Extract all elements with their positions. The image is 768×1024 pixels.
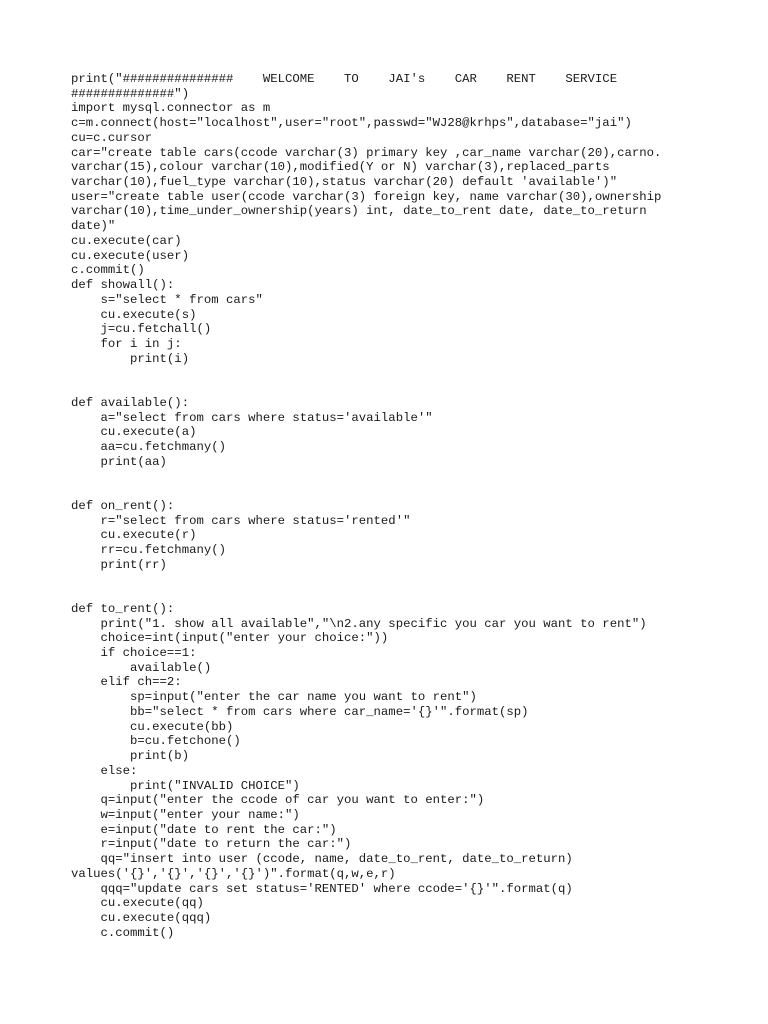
code-line: rr=cu.fetchmany() bbox=[71, 543, 226, 557]
blank-line bbox=[71, 484, 751, 499]
code-line: e=input("date to rent the car:") bbox=[71, 822, 337, 837]
code-line: b=cu.fetchone() bbox=[71, 734, 241, 749]
code-line: cu.execute(user) bbox=[71, 248, 190, 263]
code-line: c.commit() bbox=[71, 925, 175, 940]
code-line: c.commit() bbox=[71, 263, 145, 278]
blank-line bbox=[71, 366, 751, 381]
code-line: for i in j: bbox=[71, 336, 182, 351]
code-line: qqq="update cars set status='RENTED' where ccode='{}'".format(q) bbox=[71, 881, 573, 896]
code-line: bb="select * from cars where car_name='{}'".format(sp) bbox=[71, 704, 529, 719]
code-line: cu.execute(car) bbox=[71, 233, 182, 248]
code-line: print("1. show all available","\n2.any specific you car you want to rent") bbox=[71, 616, 647, 631]
code-line: def to_rent(): bbox=[71, 601, 175, 616]
code-line: sp=input("enter the car name you want to rent") bbox=[71, 690, 477, 705]
code-line: def on_rent(): bbox=[71, 498, 175, 513]
code-line: cu.execute(a) bbox=[71, 425, 197, 440]
code-line: choice=int(input("enter your choice:")) bbox=[71, 631, 389, 646]
code-line: print("############### WELCOME TO JAI's CAR RENT SERVICE bbox=[71, 72, 618, 86]
code-line: print(b) bbox=[71, 749, 190, 764]
code-line: varchar(10),time_under_ownership(years) int, date_to_rent date, date_to_return bbox=[71, 204, 647, 219]
code-line: print(i) bbox=[71, 351, 190, 366]
code-line: aa=cu.fetchmany() bbox=[71, 439, 226, 454]
code-line: available() bbox=[71, 660, 212, 675]
code-line: a="select from cars where status='available'" bbox=[71, 410, 433, 425]
code-line: else: bbox=[71, 763, 138, 778]
blank-line bbox=[71, 572, 751, 587]
code-line: c=m.connect(host="localhost",user="root",passwd="WJ28@krhps",database="jai") bbox=[71, 116, 632, 131]
code-line: varchar(15),colour varchar(10),modified(Y or N) varchar(3),replaced_parts bbox=[71, 160, 610, 175]
blank-line bbox=[71, 469, 751, 484]
code-line: s="select * from cars" bbox=[71, 292, 263, 307]
code-line: if choice==1: bbox=[71, 646, 197, 661]
code-line: print("INVALID CHOICE") bbox=[71, 778, 300, 793]
code-line: cu.execute(r) bbox=[71, 528, 197, 543]
code-line: qq="insert into user (ccode, name, date_to_rent, date_to_return) bbox=[71, 852, 573, 867]
code-line: q=input("enter the ccode of car you want to enter:") bbox=[71, 793, 485, 808]
blank-line bbox=[71, 381, 751, 396]
code-line: def showall(): bbox=[71, 278, 175, 293]
code-line: j=cu.fetchall() bbox=[71, 322, 212, 337]
code-line: print(rr) bbox=[71, 557, 167, 572]
code-line: cu.execute(bb) bbox=[71, 719, 234, 734]
code-line: print(aa) bbox=[71, 454, 167, 469]
code-line: cu=c.cursor bbox=[71, 130, 153, 145]
code-line: date)" bbox=[71, 219, 116, 234]
code-line: cu.execute(qq) bbox=[71, 896, 204, 911]
code-line: varchar(10),fuel_type varchar(10),status varchar(20) default 'available')" bbox=[71, 175, 618, 190]
code-line: car="create table cars(ccode varchar(3) primary key ,car_name varchar(20),carno. bbox=[71, 145, 662, 160]
code-line: elif ch==2: bbox=[71, 675, 182, 690]
code-line: values('{}','{}','{}','{}')".format(q,w,e,r) bbox=[71, 866, 396, 881]
code-line: def available(): bbox=[71, 395, 190, 410]
code-line: cu.execute(s) bbox=[71, 307, 197, 322]
code-line: cu.execute(qqq) bbox=[71, 910, 212, 925]
code-document bbox=[71, 72, 751, 940]
blank-line bbox=[71, 587, 751, 602]
code-line: r="select from cars where status='rented'" bbox=[71, 513, 411, 528]
code-line: r=input("date to return the car:") bbox=[71, 837, 352, 852]
code-line: ##############") bbox=[71, 86, 190, 101]
code-line: import mysql.connector as m bbox=[71, 101, 271, 116]
code-line: w=input("enter your name:") bbox=[71, 807, 300, 822]
code-line: user="create table user(ccode varchar(3) foreign key, name varchar(30),ownership bbox=[71, 189, 662, 204]
